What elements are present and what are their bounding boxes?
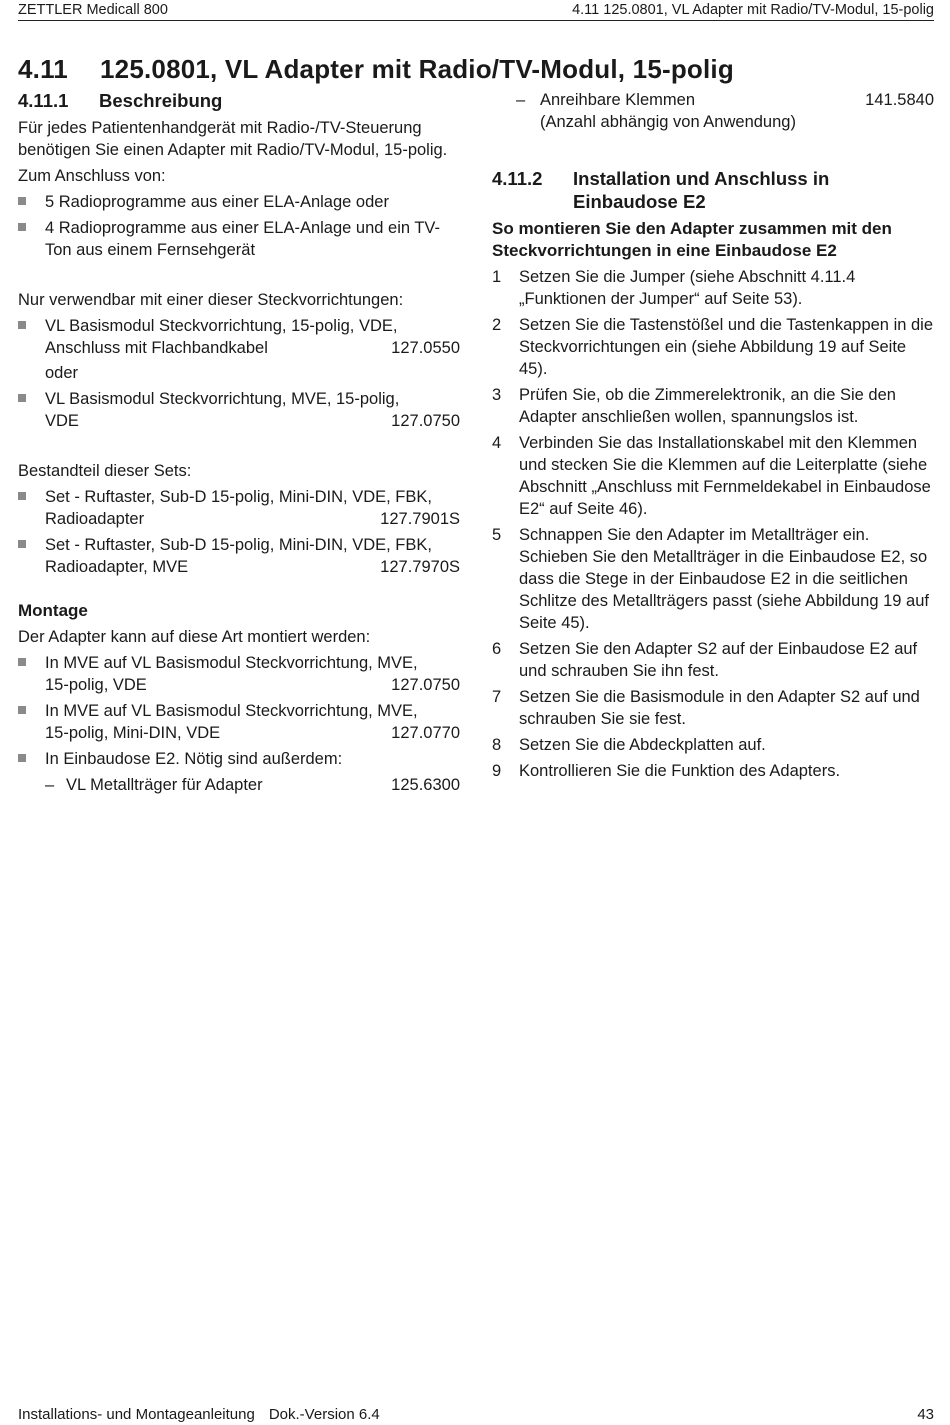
step-text: Prüfen Sie, ob die Zimmerelektronik, an die Sie den Adapter anschließen wollen, spannungslos ist. [519, 386, 896, 426]
page-number: 43 [917, 1406, 934, 1423]
list-item-text: 15-polig, Mini-DIN, VDE [45, 724, 221, 742]
numbered-step [492, 266, 934, 310]
intro-paragraph: Für jedes Patientenhandgerät mit Radio-/TV-Steuerung benötigen Sie einen Adapter mit Radio/TV-Modul, 15-polig. [18, 119, 448, 159]
article-number: 127.7901S [380, 510, 460, 528]
step-number: 8 [492, 736, 502, 754]
header-product: ZETTLER Medicall 800 [18, 2, 168, 18]
section-heading-installation [492, 167, 934, 213]
bullet-icon [18, 658, 26, 666]
list-item [18, 652, 460, 696]
bullet-icon [18, 394, 26, 402]
step-text: Schnappen Sie den Adapter im Metallträger ein. Schieben Sie den Metallträger in die Einbaudose E2, so dass die Stege in der Einbaudose E2 in die seitlichen Schlitze des Metallträgers passt (siehe Abbildung 19 auf Seite 45). [519, 526, 929, 632]
bullet-icon [18, 540, 26, 548]
bullet-icon [18, 321, 26, 329]
list-item-text: Radioadapter, MVE [45, 558, 189, 576]
numbered-step [492, 432, 934, 520]
dash-marker: – [45, 776, 55, 794]
page-footer [18, 1405, 934, 1425]
list-item-text: 15-polig, VDE [45, 676, 147, 694]
section-title: Installation und Anschluss in Einbaudose E2 [573, 168, 830, 212]
list-item [18, 217, 460, 261]
list-item-text: 5 Radioprogramme aus einer ELA-Anlage oder [45, 193, 389, 211]
numbered-step [492, 638, 934, 682]
step-number: 4 [492, 434, 502, 452]
list-item [18, 388, 460, 432]
step-text: Kontrollieren Sie die Funktion des Adapters. [519, 762, 841, 780]
list-item [18, 700, 460, 744]
footer-manual-title: Installations- und Montageanleitung [18, 1406, 255, 1423]
article-number: 125.6300 [391, 776, 460, 794]
list-item-line [45, 410, 460, 432]
step-text: Setzen Sie die Abdeckplatten auf. [519, 736, 766, 754]
numbered-step [492, 734, 934, 756]
page-title-number: 4.11 [18, 54, 68, 84]
list-item-line: VL Basismodul Steckvorrichtung, MVE, 15-polig, [45, 390, 400, 408]
article-number: 127.0750 [391, 676, 460, 694]
list-item-line [45, 508, 460, 530]
numbered-step [492, 524, 934, 634]
dash-marker: – [516, 91, 526, 109]
list-item [18, 486, 460, 530]
article-number: 127.0770 [391, 724, 460, 742]
numbered-step [492, 760, 934, 782]
step-number: 1 [492, 268, 502, 286]
step-number: 9 [492, 762, 502, 780]
step-text: Setzen Sie den Adapter S2 auf der Einbaudose E2 auf und schrauben Sie ihn fest. [519, 640, 918, 680]
numbered-step [492, 384, 934, 428]
list-item-text: Anschluss mit Flachbandkabel [45, 339, 268, 357]
article-number: 141.5840 [865, 91, 934, 109]
sub-list-item-text: VL Metallträger für Adapter [66, 776, 263, 794]
article-number: 127.0550 [391, 339, 460, 357]
list-item-line: Set - Ruftaster, Sub-D 15-polig, Mini-DIN, VDE, FBK, [45, 488, 432, 506]
list-item-line [45, 337, 460, 359]
section-title: Beschreibung [99, 90, 223, 111]
sub-list-item-text: Anreihbare Klemmen [540, 91, 695, 109]
step-text: Verbinden Sie das Installationskabel mit den Klemmen und stecken Sie die Klemmen auf die Leiterplatte (siehe Abschnitt „Anschluss mit Fernmeldekabel in Einbaudose E2“ auf Seite 46). [519, 434, 931, 518]
sub-list-item-line [540, 89, 934, 111]
step-number: 7 [492, 688, 502, 706]
numbered-step [492, 686, 934, 730]
nur-label: Nur verwendbar mit einer dieser Steckvorrichtungen: [18, 291, 404, 309]
article-number: 127.0750 [391, 412, 460, 430]
sub-list-item [492, 89, 934, 133]
bullet-icon [18, 197, 26, 205]
bullet-icon [18, 706, 26, 714]
step-number: 5 [492, 526, 502, 544]
list-item-text: 4 Radioprogramme aus einer ELA-Anlage und ein TV-Ton aus einem Fernsehgerät [45, 219, 441, 259]
right-column [492, 89, 934, 786]
section-number: 4.11.1 [18, 90, 69, 111]
section-heading-beschreibung [18, 89, 460, 112]
step-text: Setzen Sie die Jumper (siehe Abschnitt 4.11.4 „Funktionen der Jumper“ auf Seite 53). [519, 268, 856, 308]
list-item-text: Radioadapter [45, 510, 145, 528]
sub-list-item [18, 774, 460, 796]
bullet-icon [18, 492, 26, 500]
page-title-text: 125.0801, VL Adapter mit Radio/TV-Modul, 15-polig [100, 54, 734, 84]
list-item-line: VL Basismodul Steckvorrichtung, 15-polig, VDE, [45, 317, 398, 335]
oder-text: oder [45, 364, 79, 382]
header-section: 4.11 125.0801, VL Adapter mit Radio/TV-Modul, 15-polig [572, 2, 934, 18]
step-text: Setzen Sie die Basismodule in den Adapter S2 auf und schrauben Sie sie fest. [519, 688, 920, 728]
list-item-text: In Einbaudose E2. Nötig sind außerdem: [45, 750, 343, 768]
page-title [18, 53, 734, 85]
montage-intro: Der Adapter kann auf diese Art montiert werden: [18, 628, 371, 646]
list-item-line [45, 556, 460, 578]
article-number: 127.7970S [380, 558, 460, 576]
step-number: 3 [492, 386, 502, 404]
step-number: 6 [492, 640, 502, 658]
list-item-line: In MVE auf VL Basismodul Steckvorrichtung, MVE, [45, 654, 418, 672]
left-column [18, 89, 460, 796]
page-header [18, 0, 934, 21]
instruction-heading: So montieren Sie den Adapter zusammen mit den Steckvorrichtungen in eine Einbaudose E2 [492, 219, 892, 260]
montage-heading: Montage [18, 601, 88, 620]
section-number: 4.11.2 [492, 168, 543, 189]
list-item-line: In MVE auf VL Basismodul Steckvorrichtung, MVE, [45, 702, 418, 720]
list-item [18, 534, 460, 578]
sets-label: Bestandteil dieser Sets: [18, 462, 192, 480]
step-text: Setzen Sie die Tastenstößel und die Tastenkappen in die Steckvorrichtungen ein (siehe Abbildung 19 auf Seite 45). [519, 316, 934, 378]
list-item [18, 748, 460, 770]
bullet-icon [18, 223, 26, 231]
bullet-icon [18, 754, 26, 762]
list-item-line: Set - Ruftaster, Sub-D 15-polig, Mini-DIN, VDE, FBK, [45, 536, 432, 554]
sub-list-item-note: (Anzahl abhängig von Anwendung) [540, 113, 796, 131]
list-item-line [45, 722, 460, 744]
list-item-text: VDE [45, 412, 79, 430]
numbered-step [492, 314, 934, 380]
list-item-line [45, 674, 460, 696]
footer-doc-version: Dok.-Version 6.4 [268, 1406, 380, 1423]
list-item [18, 315, 460, 359]
anschluss-label: Zum Anschluss von: [18, 167, 166, 185]
list-item [18, 191, 460, 213]
step-number: 2 [492, 316, 502, 334]
